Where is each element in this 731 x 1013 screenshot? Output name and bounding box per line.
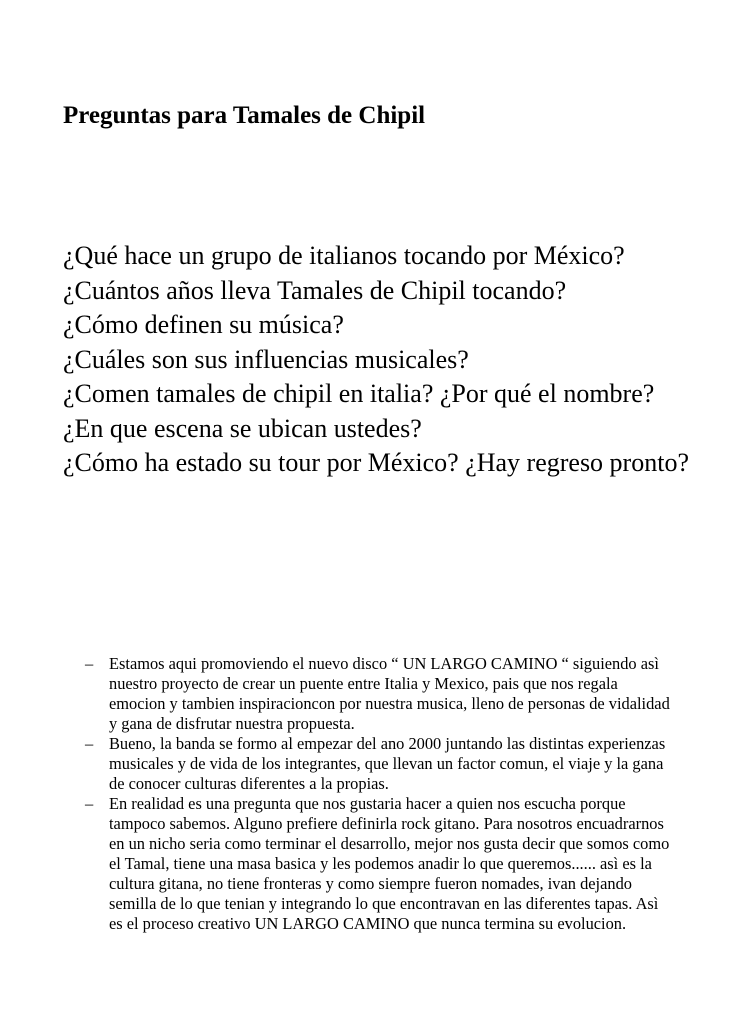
answers-list [85,654,675,934]
answer-item [85,734,675,794]
question-item: ¿Cómo ha estado su tour por México? ¿Hay regreso pronto? [63,448,689,477]
dash-bullet-icon: – [85,794,94,813]
question-item: ¿Cuáles son sus influencias musicales? [63,344,469,374]
question-item: ¿Qué hace un grupo de italianos tocando por México? [63,241,625,270]
answer-text: Bueno, la banda se formo al empezar del ano 2000 juntando las distintas experienzas musicales y de vida de los integrantes, que llevan un factor comun, el viaje y la gana de conocer culturas diferentes a la propias. [109,734,666,793]
question-item: ¿Cuántos años lleva Tamales de Chipil tocando? [63,275,567,305]
question-item: ¿En que escena se ubican ustedes? [63,413,422,443]
page-title: Preguntas para Tamales de Chipil [63,102,426,129]
answer-item [85,654,675,734]
dash-bullet-icon: – [85,734,94,753]
answer-item [85,794,675,934]
questions-list [63,239,703,481]
answer-text: En realidad es una pregunta que nos gustaria hacer a quien nos escucha porque tampoco sabemos. Alguno prefiere definirla rock gitano. Para nosotros encuadrarnos en un nicho seria como terminar el desarrollo, mejor nos gusta decir que somos como el Tamal, tiene una masa basica y les podemos anadir lo que queremos...... asì es la cultura gitana, no tiene fronteras y como siempre fueron nomades, ivan dejando semilla de lo que tenian y integrando lo que encontravan en las diferentes tapas. Asì es el proceso creativo UN LARGO CAMINO que nunca termina su evolucion. [109,794,670,933]
answer-text: Estamos aqui promoviendo el nuevo disco “ UN LARGO CAMINO “ siguiendo asì nuestro proyecto de crear un puente entre Italia y Mexico, pais que nos regala emocion y tambien inspiracioncon por nuestra musica, lleno de personas de vidalidad y gana de disfrutar nuestra propuesta. [109,654,670,733]
dash-bullet-icon: – [85,654,94,673]
question-item: ¿Cómo definen su música? [63,310,344,339]
question-item: ¿Comen tamales de chipil en italia? ¿Por qué el nombre? [63,379,655,408]
